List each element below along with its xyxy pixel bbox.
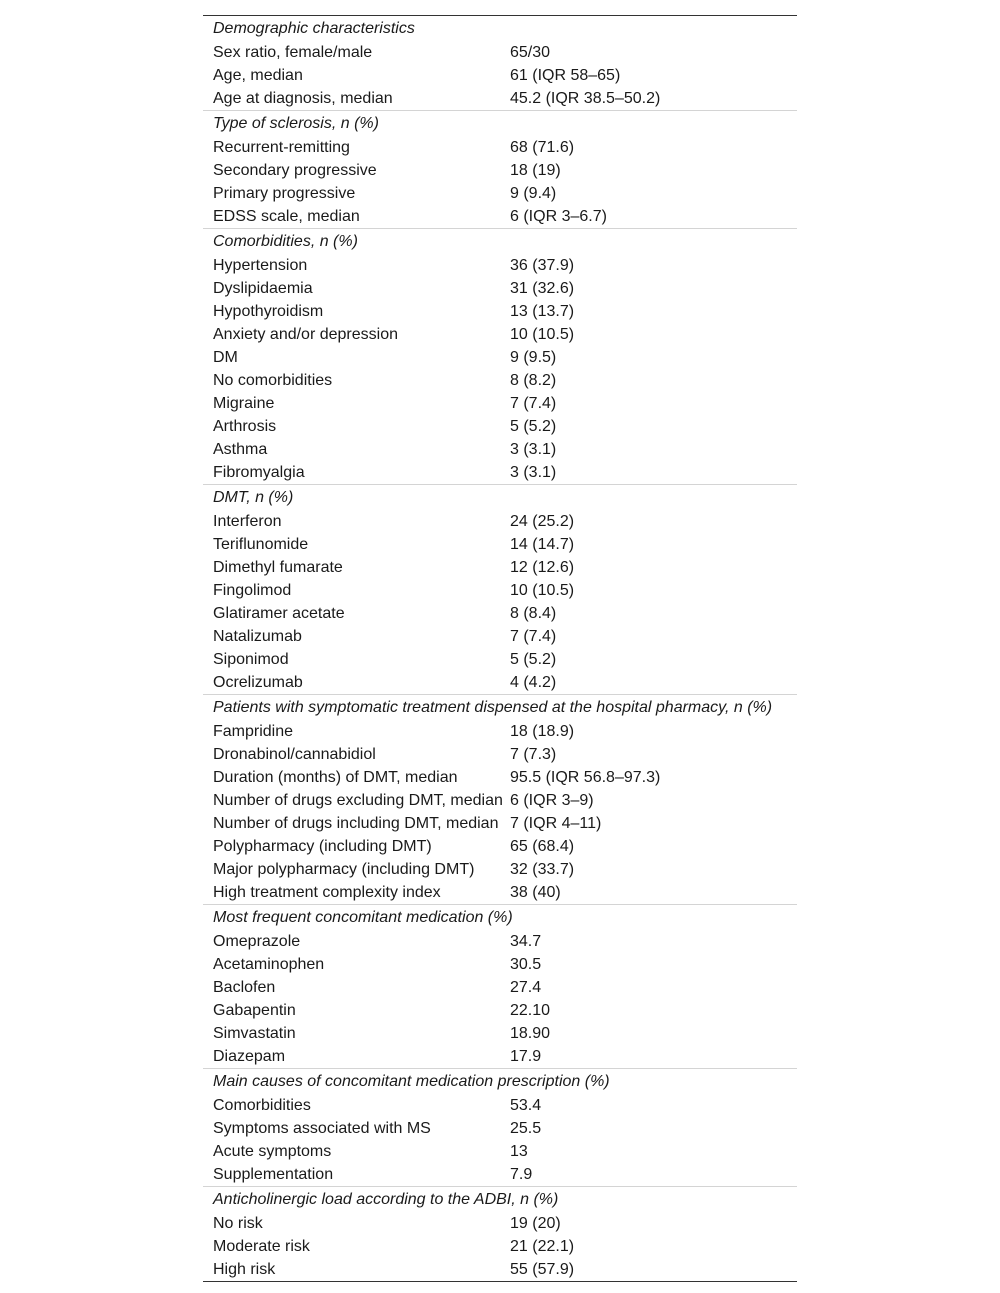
row-label: Number of drugs including DMT, median xyxy=(213,815,499,832)
row-label: Arthrosis xyxy=(213,418,277,435)
row-label: Number of drugs excluding DMT, median xyxy=(213,792,503,809)
section-header-row xyxy=(203,16,797,41)
row-value: 5 (5.2) xyxy=(510,651,557,668)
row-value: 3 (3.1) xyxy=(510,441,557,458)
row-value: 38 (40) xyxy=(510,884,561,901)
table-row xyxy=(203,1094,797,1117)
row-value: 4 (4.2) xyxy=(510,674,557,691)
table-row xyxy=(203,533,797,556)
row-label: Age, median xyxy=(213,67,303,84)
table-row xyxy=(203,1212,797,1235)
table-row xyxy=(203,415,797,438)
row-label: Siponimod xyxy=(213,651,289,668)
row-value: 10 (10.5) xyxy=(510,582,575,599)
row-value: 32 (33.7) xyxy=(510,861,575,878)
table-row xyxy=(203,1163,797,1187)
row-label: EDSS scale, median xyxy=(213,208,360,225)
row-value: 65 (68.4) xyxy=(510,838,575,855)
table-row xyxy=(203,1117,797,1140)
row-value: 5 (5.2) xyxy=(510,418,557,435)
table-row xyxy=(203,461,797,485)
section-header-row xyxy=(203,695,797,721)
row-value: 68 (71.6) xyxy=(510,139,575,156)
row-label: Comorbidities xyxy=(213,1097,311,1114)
row-label: Fibromyalgia xyxy=(213,464,305,481)
table-row xyxy=(203,579,797,602)
table-row xyxy=(203,976,797,999)
table-row xyxy=(203,743,797,766)
row-value: 21 (22.1) xyxy=(510,1238,575,1255)
section-header-row xyxy=(203,905,797,931)
row-value: 18.90 xyxy=(510,1025,551,1042)
row-label: Acetaminophen xyxy=(213,956,325,973)
row-value: 8 (8.4) xyxy=(510,605,557,622)
row-value: 65/30 xyxy=(510,44,551,61)
row-value: 30.5 xyxy=(510,956,542,973)
row-label: Age at diagnosis, median xyxy=(213,90,393,107)
table-row xyxy=(203,136,797,159)
row-label: Polypharmacy (including DMT) xyxy=(213,838,432,855)
row-value: 25.5 xyxy=(510,1120,542,1137)
section-title: Most frequent concomitant medication (%) xyxy=(203,905,797,931)
row-label: Glatiramer acetate xyxy=(213,605,345,622)
row-value: 19 (20) xyxy=(510,1215,561,1232)
table-row xyxy=(203,1235,797,1258)
row-value: 55 (57.9) xyxy=(510,1261,575,1278)
table-row xyxy=(203,87,797,111)
row-label: Diazepam xyxy=(213,1048,286,1065)
table-row xyxy=(203,369,797,392)
table-row xyxy=(203,671,797,695)
row-label: Teriflunomide xyxy=(213,536,309,553)
row-label: Recurrent-remitting xyxy=(213,139,350,156)
table-row xyxy=(203,648,797,671)
row-label: Major polypharmacy (including DMT) xyxy=(213,861,475,878)
row-label: Ocrelizumab xyxy=(213,674,303,691)
table-row xyxy=(203,41,797,64)
row-value: 17.9 xyxy=(510,1048,542,1065)
row-value: 6 (IQR 3–9) xyxy=(510,792,594,809)
row-value: 6 (IQR 3–6.7) xyxy=(510,208,607,225)
section-title: Main causes of concomitant medication prescription (%) xyxy=(203,1069,797,1095)
section-title: Anticholinergic load according to the ADBI, n (%) xyxy=(203,1187,797,1213)
table-row xyxy=(203,1045,797,1069)
row-label: Dimethyl fumarate xyxy=(213,559,343,576)
row-value: 18 (19) xyxy=(510,162,561,179)
table-row xyxy=(203,300,797,323)
row-value: 7 (7.4) xyxy=(510,628,557,645)
characteristics-table xyxy=(203,16,797,1281)
row-label: Hypothyroidism xyxy=(213,303,324,320)
row-value: 22.10 xyxy=(510,1002,551,1019)
table-row xyxy=(203,392,797,415)
table-row xyxy=(203,159,797,182)
table-row xyxy=(203,625,797,648)
row-label: Duration (months) of DMT, median xyxy=(213,769,458,786)
table-body xyxy=(203,16,797,1281)
row-value: 9 (9.5) xyxy=(510,349,557,366)
row-label: DM xyxy=(213,349,238,366)
section-title: Demographic characteristics xyxy=(213,20,415,37)
table-row xyxy=(203,953,797,976)
row-value: 14 (14.7) xyxy=(510,536,575,553)
row-value: 18 (18.9) xyxy=(510,723,575,740)
row-label: Supplementation xyxy=(213,1166,334,1183)
row-value: 13 xyxy=(510,1143,528,1160)
row-value: 7 (7.4) xyxy=(510,395,557,412)
section-header-row xyxy=(203,1069,797,1095)
row-value: 3 (3.1) xyxy=(510,464,557,481)
row-label: Gabapentin xyxy=(213,1002,296,1019)
row-label: Dronabinol/cannabidiol xyxy=(213,746,376,763)
table-row xyxy=(203,323,797,346)
table-row xyxy=(203,858,797,881)
table-row xyxy=(203,1140,797,1163)
row-value: 10 (10.5) xyxy=(510,326,575,343)
table-row xyxy=(203,277,797,300)
section-header-row xyxy=(203,1187,797,1213)
table-row xyxy=(203,1258,797,1281)
row-value: 9 (9.4) xyxy=(510,185,557,202)
table-row xyxy=(203,881,797,905)
table-row xyxy=(203,556,797,579)
row-value: 13 (13.7) xyxy=(510,303,575,320)
row-value: 7 (7.3) xyxy=(510,746,557,763)
row-label: No comorbidities xyxy=(213,372,333,389)
row-label: Dyslipidaemia xyxy=(213,280,313,297)
row-label: Sex ratio, female/male xyxy=(213,44,373,61)
row-label: Acute symptoms xyxy=(213,1143,332,1160)
table-row xyxy=(203,789,797,812)
section-header-row xyxy=(203,229,797,255)
table-row xyxy=(203,438,797,461)
row-value: 45.2 (IQR 38.5–50.2) xyxy=(510,90,661,107)
table-row xyxy=(203,1022,797,1045)
row-label: Asthma xyxy=(213,441,268,458)
row-label: Moderate risk xyxy=(213,1238,310,1255)
row-label: High treatment complexity index xyxy=(213,884,441,901)
row-label: Anxiety and/or depression xyxy=(213,326,398,343)
table-row xyxy=(203,602,797,625)
row-label: Fingolimod xyxy=(213,582,292,599)
row-label: Fampridine xyxy=(213,723,294,740)
table-row xyxy=(203,182,797,205)
row-value: 95.5 (IQR 56.8–97.3) xyxy=(510,769,661,786)
row-value: 31 (32.6) xyxy=(510,280,575,297)
row-label: High risk xyxy=(213,1261,276,1278)
bottom-rule xyxy=(203,1281,797,1282)
table-row xyxy=(203,510,797,533)
table-row xyxy=(203,999,797,1022)
row-value: 27.4 xyxy=(510,979,542,996)
section-title: DMT, n (%) xyxy=(203,485,797,511)
row-value: 61 (IQR 58–65) xyxy=(510,67,621,84)
row-label: Simvastatin xyxy=(213,1025,296,1042)
row-label: Symptoms associated with MS xyxy=(213,1120,431,1137)
row-value: 24 (25.2) xyxy=(510,513,575,530)
row-label: Primary progressive xyxy=(213,185,356,202)
section-title: Type of sclerosis, n (%) xyxy=(203,111,797,137)
table-row xyxy=(203,812,797,835)
row-label: Interferon xyxy=(213,513,282,530)
table-row xyxy=(203,254,797,277)
section-header-row xyxy=(203,485,797,511)
row-label: Omeprazole xyxy=(213,933,301,950)
section-header-row xyxy=(203,111,797,137)
data-table-container xyxy=(203,15,797,1282)
row-value: 12 (12.6) xyxy=(510,559,575,576)
table-row xyxy=(203,835,797,858)
row-value: 36 (37.9) xyxy=(510,257,575,274)
section-title: Comorbidities, n (%) xyxy=(203,229,797,255)
row-value: 7.9 xyxy=(510,1166,533,1183)
row-value: 34.7 xyxy=(510,933,542,950)
row-value: 8 (8.2) xyxy=(510,372,557,389)
table-row xyxy=(203,346,797,369)
table-row xyxy=(203,720,797,743)
row-label: Secondary progressive xyxy=(213,162,377,179)
row-label: Baclofen xyxy=(213,979,276,996)
row-value: 7 (IQR 4–11) xyxy=(510,815,602,832)
table-row xyxy=(203,766,797,789)
table-row xyxy=(203,205,797,229)
row-label: Hypertension xyxy=(213,257,308,274)
section-title: Patients with symptomatic treatment dispensed at the hospital pharmacy, n (%) xyxy=(203,695,797,721)
row-label: Migraine xyxy=(213,395,275,412)
row-label: Natalizumab xyxy=(213,628,302,645)
row-label: No risk xyxy=(213,1215,263,1232)
table-row xyxy=(203,64,797,87)
table-row xyxy=(203,930,797,953)
row-value: 53.4 xyxy=(510,1097,542,1114)
